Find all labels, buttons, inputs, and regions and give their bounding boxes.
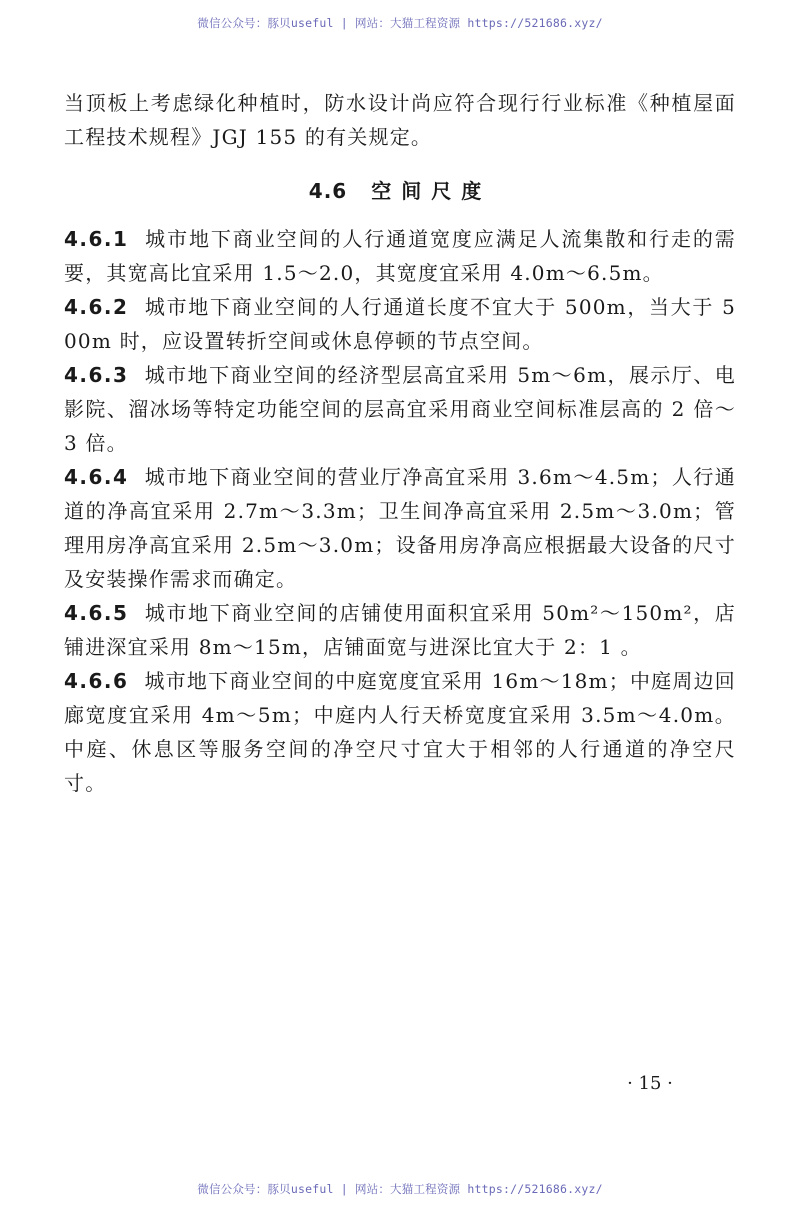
watermark-top: 微信公众号：豚贝useful | 网站：大猫工程资源 https://521686.xyz/ (197, 16, 603, 30)
clause-text: 城市地下商业空间的人行通道长度不宜大于 500m，当大于 500m 时，应设置转折空间或休息停顿的节点空间。 (64, 295, 736, 353)
clause-number: 4.6.3 (64, 363, 129, 387)
clause-4-6-5 (64, 596, 736, 664)
clause-text: 城市地下商业空间的人行通道宽度应满足人流集散和行走的需要，其宽高比宜采用 1.5～2.0，其宽度宜采用 4.0m～6.5m。 (64, 227, 736, 285)
section-number: 4.6 (308, 179, 348, 203)
clause-number: 4.6.5 (64, 601, 129, 625)
watermark-bottom: 微信公众号：豚贝useful | 网站：大猫工程资源 https://521686.xyz/ (197, 1182, 603, 1196)
clause-4-6-1 (64, 222, 736, 290)
page-content (64, 86, 736, 800)
clause-4-6-2 (64, 290, 736, 358)
clause-text: 城市地下商业空间的店铺使用面积宜采用 50m²～150m²，店铺进深宜采用 8m～15m，店铺面宽与进深比宜大于 2：1 。 (64, 601, 736, 659)
clause-text: 城市地下商业空间的中庭宽度宜采用 16m～18m；中庭周边回廊宽度宜采用 4m～5m；中庭内人行天桥宽度宜采用 3.5m～4.0m。中庭、休息区等服务空间的净空尺寸宜大于相邻的人行通道的净空尺寸。 (64, 669, 736, 795)
clause-number: 4.6.6 (64, 669, 129, 693)
clause-4-6-4 (64, 460, 736, 596)
clause-4-6-3 (64, 358, 736, 460)
clause-number: 4.6.4 (64, 465, 129, 489)
clause-number: 4.6.1 (64, 227, 129, 251)
section-title: 空间尺度 (371, 179, 492, 203)
clause-text: 城市地下商业空间的经济型层高宜采用 5m～6m，展示厅、电影院、溜冰场等特定功能空间的层高宜采用商业空间标准层高的 2 倍～3 倍。 (64, 363, 736, 455)
clause-number: 4.6.2 (64, 295, 129, 319)
clause-4-6-6 (64, 664, 736, 800)
page-number: · 15 · (627, 1073, 673, 1094)
section-heading (64, 176, 736, 206)
clause-text: 城市地下商业空间的营业厅净高宜采用 3.6m～4.5m；人行通道的净高宜采用 2.7m～3.3m；卫生间净高宜采用 2.5m～3.0m；管理用房净高宜采用 2.5m～3.0m；设备用房净高应根据最大设备的尺寸及安装操作需求而确定。 (64, 465, 736, 591)
intro-paragraph: 当顶板上考虑绿化种植时，防水设计尚应符合现行行业标准《种植屋面工程技术规程》JGJ 155 的有关规定。 (64, 91, 736, 149)
